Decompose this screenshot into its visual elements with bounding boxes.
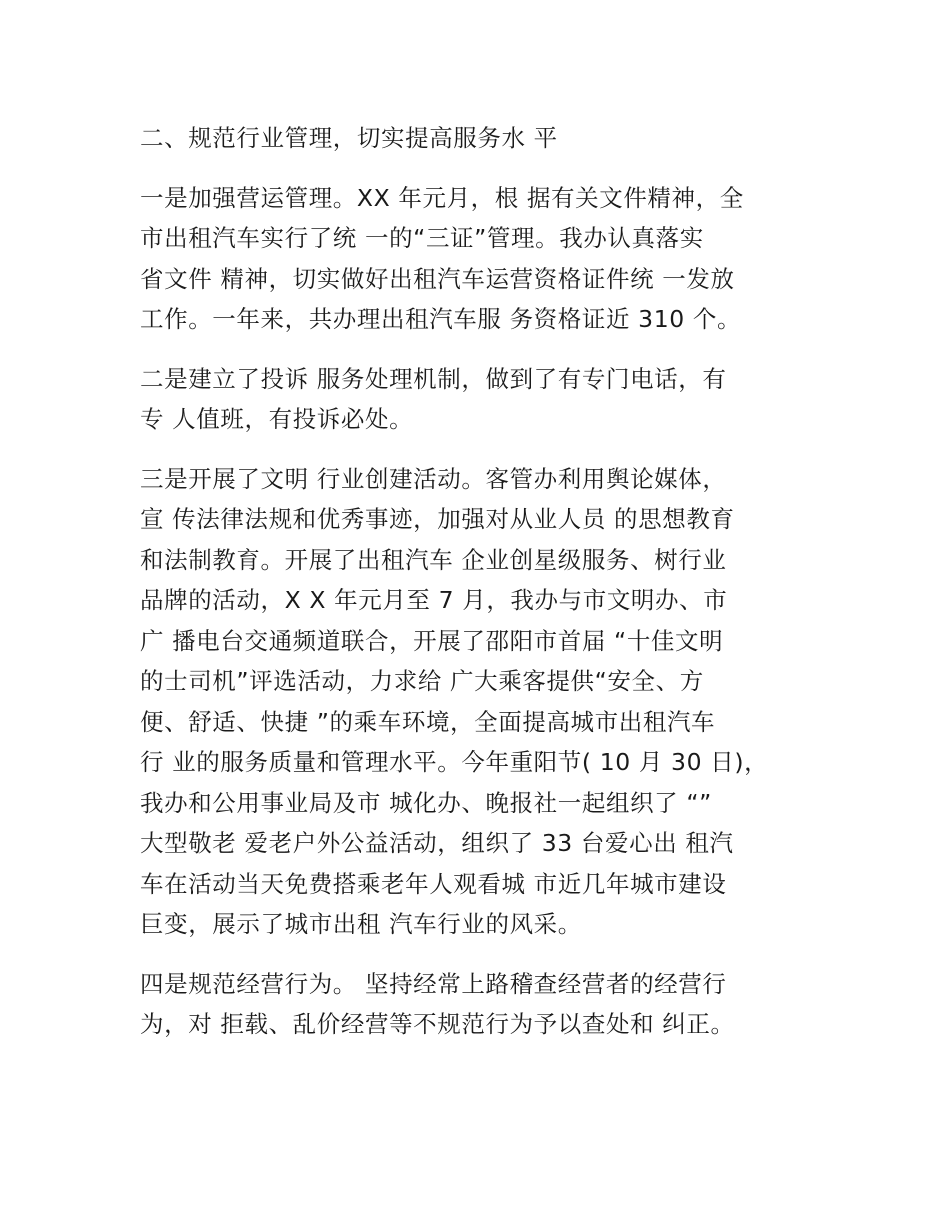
section-heading [140, 118, 830, 159]
text-line: 一是加强营运管理。XX 年元月，根 据有关文件精神，全 [140, 183, 744, 212]
text-line: 二是建立了投诉 服务处理机制，做到了有专门电话，有 [140, 364, 727, 393]
text-line: 品牌的活动，X X 年元月至 7 月，我办与市文明办、市 [140, 586, 728, 614]
document-body [140, 118, 830, 1064]
text-line: 车在活动当天免费搭乘老年人观看城 市近几年城市建设 [140, 869, 727, 898]
text-line: 为，对 拒载、乱价经营等不规范行为予以查处和 纠正。 [140, 1010, 735, 1038]
text-line: 宣 传法律法规和优秀事迹，加强对从业人员 的思想教育 [140, 505, 735, 533]
paragraph-business-conduct [140, 964, 830, 1045]
text-line: 广 播电台交通频道联合，开展了邵阳市首届 “十佳文明 [140, 626, 724, 655]
paragraph-civilized-industry [140, 459, 830, 945]
text-line: 巨变，展示了城市出租 汽车行业的风采。 [140, 910, 582, 938]
text-line: 工作。一年来，共办理出租汽车服 务资格证近 310 个。 [140, 305, 742, 333]
text-line: 便、舒适、快捷 ”的乘车环境，全面提高城市出租汽车 [140, 707, 716, 736]
paragraph-operations-management [140, 178, 830, 340]
text-line: 和法制教育。开展了出租汽车 企业创星级服务、树行业 [140, 545, 727, 574]
text-line: 二、规范行业管理，切实提高服务水 平 [140, 124, 558, 152]
text-line: 我办和公用事业局及市 城化办、晚报社一起组织了 “” [140, 788, 712, 817]
paragraph-complaint-mechanism [140, 359, 830, 440]
text-line: 专 人值班，有投诉必处。 [140, 405, 414, 433]
text-line: 四是规范经营行为。 坚持经常上路稽查经营者的经营行 [140, 969, 727, 998]
text-line: 的士司机”评选活动，力求给 广大乘客提供“安全、方 [140, 667, 704, 695]
text-line: 大型敬老 爱老户外公益活动，组织了 33 台爱心出 租汽 [140, 829, 734, 857]
text-line: 三是开展了文明 行业创建活动。客管办利用舆论媒体， [140, 464, 727, 493]
text-line: 市出租汽车实行了统 一的“三证”管理。我办认真落实 [140, 224, 704, 252]
text-line: 行 业的服务质量和管理水平。今年重阳节( 10 月 30 日)， [140, 748, 769, 776]
text-line: 省文件 精神，切实做好出租汽车运营资格证件统 一发放 [140, 264, 735, 293]
